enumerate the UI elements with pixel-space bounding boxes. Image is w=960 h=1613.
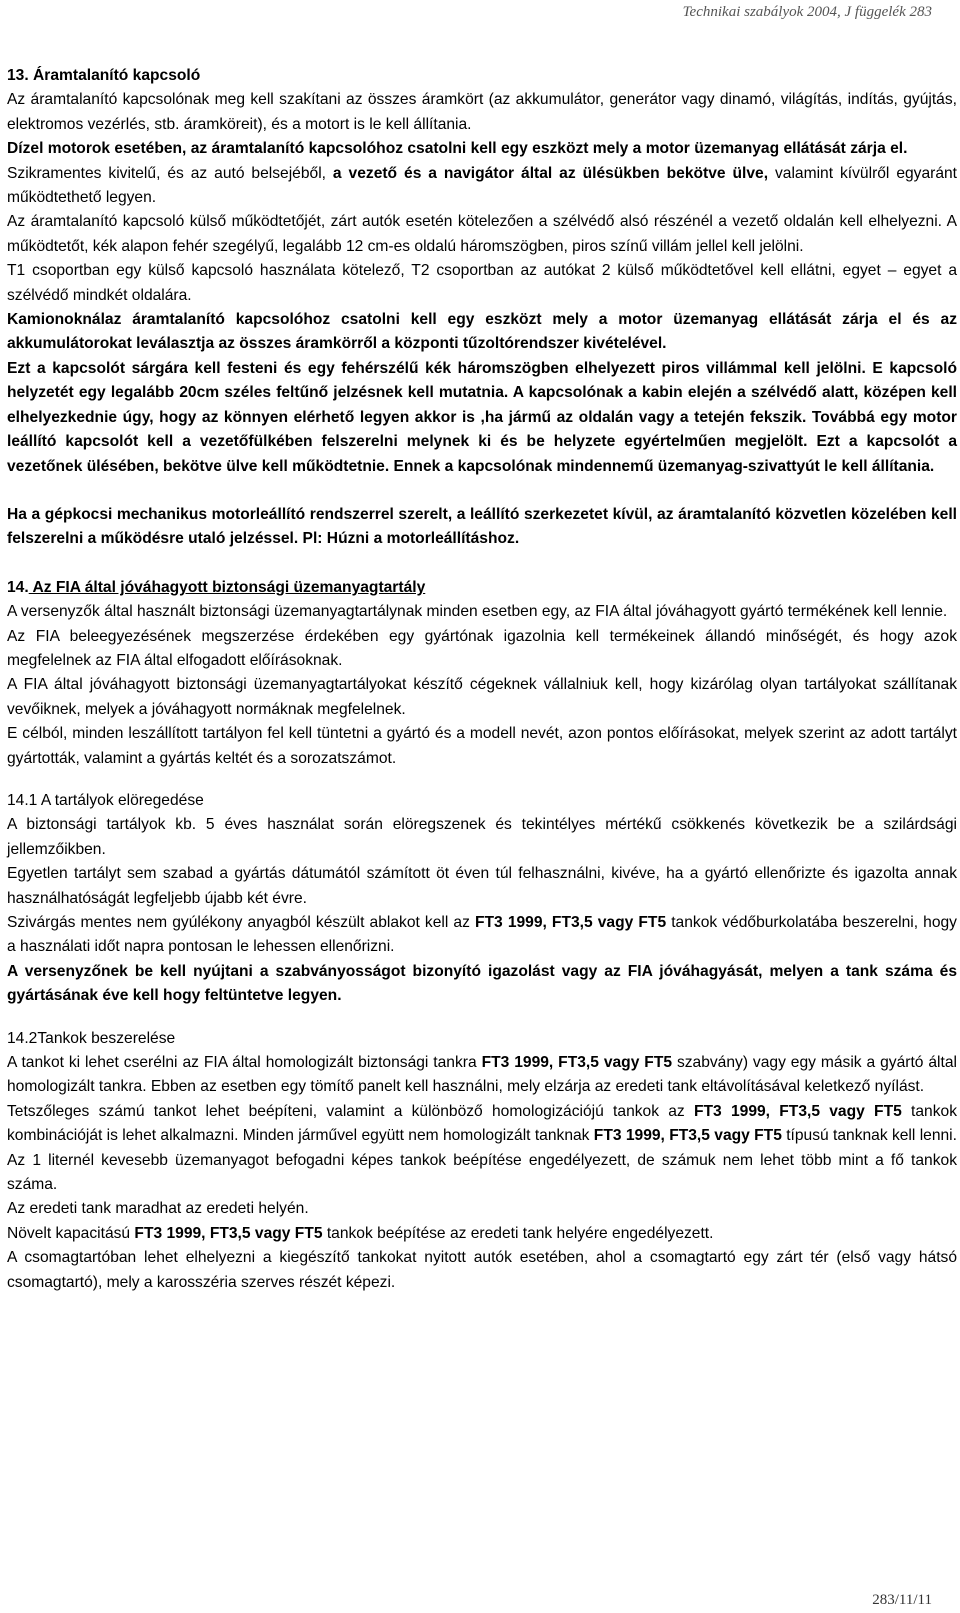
paragraph: Az áramtalanító kapcsoló külső működtetőjét, zárt autók esetén kötelezően a szélvédő alsó részénél a vezető oldalán kell elhelyezni. A működtetőt, kék alapon fehér szegélyű, legalább 12 cm-es oldalú háromszögben, piros színű villám jellel kell jelölni. [7,213,957,255]
paragraph: T1 csoportban egy külső kapcsoló használata kötelező, T2 csoportban az autókat 2 külső működtetővel kell ellátni, egyet – egyet a szélvédő mindkét oldalára. [7,262,957,304]
text-run-bold: FT3 1999, FT3,5 vagy FT5 [475,914,667,931]
text-run: tankok beépítése az eredeti tank helyére engedélyezett. [322,1224,714,1242]
section-14-title [7,576,957,600]
running-header: Technikai szabályok 2004, J függelék 283 [682,4,932,20]
section-13-title: 13. Áramtalanító kapcsoló [7,67,201,84]
paragraph: A csomagtartóban lehet elhelyezni a kiegészítő tankokat nyitott autók esetében, ahol a csomagtartó egy zárt tér (első vagy hátsó csomagtartó), mely a karosszéria szerves részét képezi. [7,1249,957,1291]
text-run-bold: FT3 1999, FT3,5 vagy FT5 [481,1054,673,1072]
paragraph: A versenyzők által használt biztonsági üzemanyagtartálynak minden esetben egy, az FIA által jóváhagyott gyártó termékének kell lennie. [7,603,948,621]
text-run-bold: a vezető és a navigátor által az ülésükben bekötve ülve, [326,164,769,182]
text-run: szabvány) vagy egy másik a gyártó által homologizált tankra. Ebben az esetben egy tömítő panelt kell használni, mely elzárja az eredeti tank eltávolításával keletkező nyílást. [7,1054,957,1096]
paragraph: Kamionoknálaz áramtalanító kapcsolóhoz csatolni kell egy eszközt mely a motor üzemanyag ellátását zárja el és az akkumulátorokat leválasztja az összes áramkörről a központi tűzoltórendszer kivételével. [7,311,957,353]
paragraph: Az eredeti tank maradhat az eredeti helyén. [7,1200,309,1218]
spacer [7,552,957,576]
text-run: Szikramentes kivitelű, és az autó belsejéből, [7,164,326,182]
text-run: típusú tanknak kell lenni. [781,1127,957,1145]
spacer [7,479,957,503]
text-run-bold: FT3 1999, FT3,5 vagy FT5 [134,1224,323,1242]
paragraph: Az FIA beleegyezésének megszerzése érdekében egy gyártónak igazolnia kell termékeinek állandó minőségét, és hogy azok megfelelnek az FIA által elfogadott előírásoknak. [7,627,957,669]
text-run-bold: FT3 1999, FT3,5 vagy FT5 [694,1102,902,1120]
paragraph: Ha a gépkocsi mechanikus motorleállító rendszerrel szerelt, a leállító szerkezetet kívül, az áramtalanító közvetlen közelében kell felszerelni a működésre utaló jelzéssel. Pl: Húzni a motorleállításhoz. [7,505,957,548]
text-run: tankok kombinációját is lehet alkalmazni. Minden járművel együtt nem homologizált tanknak [7,1102,957,1145]
text-run: valamint kívülről egyaránt működtethető legyen. [7,164,958,207]
section-number: 14. [7,578,29,596]
section-14-1-title: 14.1 A tartályok elöregedése [7,791,204,809]
paragraph [7,1100,957,1149]
text-run: tankok védőburkolatába beszerelni, hogy a használati időt napra pontosan le lehessen ellenőrizni. [7,914,957,956]
text-run: Tetszőleges számú tankot lehet beépíteni, valamint a különböző homologizációjú tankok az [7,1102,694,1120]
text-run-bold: FT3 1999, FT3,5 vagy FT5 [593,1127,782,1145]
paragraph [7,162,957,211]
text-run: A tankot ki lehet cserélni az FIA által homologizált biztonsági tankra [7,1054,482,1072]
paragraph: Dízel motorok esetében, az áramtalanító kapcsolóhoz csatolni kell egy eszközt mely a motor üzemanyag ellátását zárja el. [7,140,908,158]
text-run: Növelt kapacitású [7,1224,135,1242]
paragraph: Egyetlen tartályt sem szabad a gyártás dátumától számított öt éven túl felhasználni, kivéve, ha a gyártó ellenőrizte és igazolta annak használhatóságát legfeljebb újabb két évre. [7,865,957,907]
section-13 [7,64,957,552]
paragraph: Ezt a kapcsolót sárgára kell festeni és egy fehérszélű kék háromszögben elhelyezett piros villámmal kell jelölni. E kapcsoló helyzetét egy legalább 20cm széles feltűnő jelzésnek kell mutatnia. A kapcsolónak a kabin elején a szélvédő alatt, középen kell elhelyezkednie úgy, hogy az könnyen elérhető legyen akkor is ,ha jármű az oldalán vagy a tetején fekszik. Továbbá egy motor leállító kapcsolót kell a vezetőfülkében felszerelni melynek ki és be helyzete egyértelműen megjelölt. Ezt a kapcsolót a vezetőnek ülésében, bekötve ülve kell működtetnie. Ennek a kapcsolónak mindennemű üzemanyag-szivattyút le kell állítania. [7,359,957,475]
paragraph [7,1051,957,1100]
section-heading-text: Az FIA által jóváhagyott biztonsági üzemanyagtartály [28,578,426,596]
paragraph: Az 1 liternél kevesebb üzemanyagot befogadni képes tankok beépítése engedélyezett, de számuk nem lehet több mint a fő tankok száma. [7,1151,957,1194]
paragraph: Az áramtalanító kapcsolónak meg kell szakítani az összes áramkört (az akkumulátor, generátor vagy dinamó, világítás, indítás, gyújtás, elektromos vezérlés, stb. áramköreit), és a motort is le kell állítania. [7,91,957,133]
section-14-2 [7,1027,957,1295]
section-14-1 [7,789,957,1009]
page-footer-number: 283/11/11 [872,1592,932,1608]
paragraph [7,1222,957,1246]
spacer [7,771,957,789]
paragraph [7,911,957,960]
spacer [7,1009,957,1027]
paragraph: E célból, minden leszállított tartályon fel kell tüntetni a gyártó és a modell nevét, azon pontos előírásokat, melyek szerint az adott tartályt gyártották, valamint a gyártás keltét és a sorozatszámot. [7,725,957,767]
paragraph: A biztonsági tartályok kb. 5 éves használat során elöregszenek és tekintélyes mértékű csökkenés következik be a szilárdsági jellemzőikben. [7,816,957,858]
document-body [7,64,957,1295]
section-14 [7,576,957,771]
text-run: Szivárgás mentes nem gyúlékony anyagból készült ablakot kell az [7,914,475,931]
paragraph: A versenyzőnek be kell nyújtani a szabványosságot bizonyító igazolást vagy az FIA jóváhagyását, melyen a tank száma és gyártásának éve kell hogy feltüntetve legyen. [7,962,957,1005]
section-14-2-title: 14.2Tankok beszerelése [7,1029,176,1047]
paragraph: A FIA által jóváhagyott biztonsági üzemanyagtartályokat készítő cégeknek vállalniuk kell, hogy kizárólag olyan tartályokat szállítanak vevőiknek, melyek a jóváhagyott normáknak megfelelnek. [7,676,957,718]
